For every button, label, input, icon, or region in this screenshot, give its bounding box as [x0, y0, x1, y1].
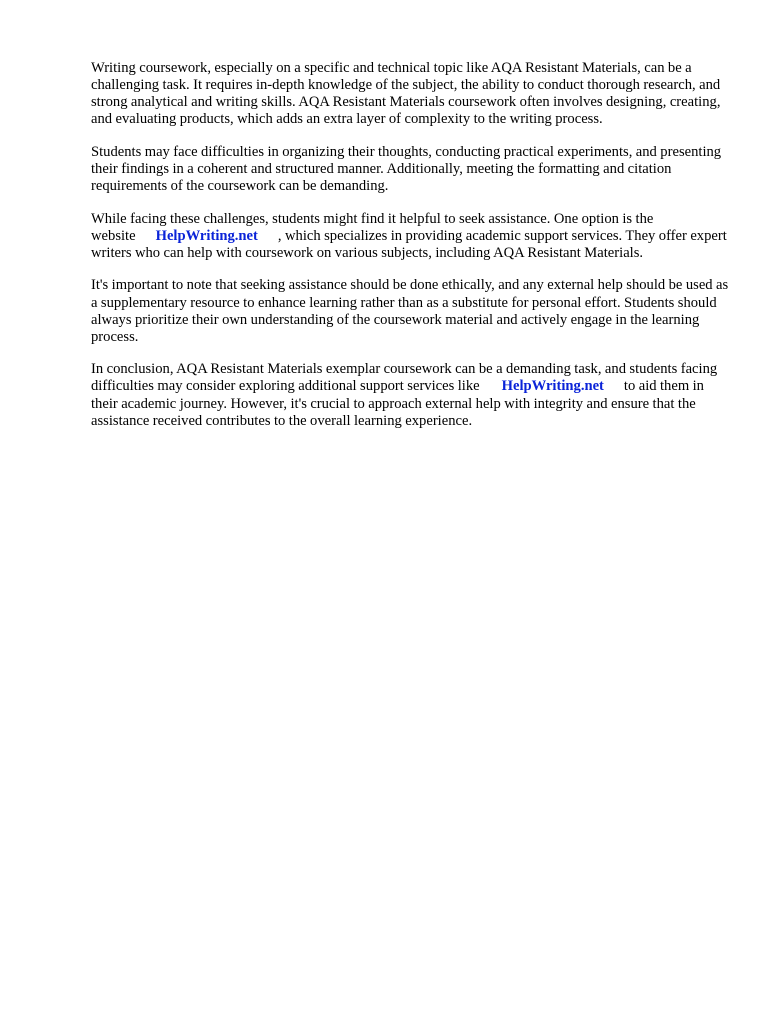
paragraph-text: Students may face difficulties in organizing their thoughts, conducting practical experiments, and presenting their findings in a coherent and structured manner. Additionally, meeting the formatting and citation requirements of the coursework can be demanding.: [91, 143, 722, 195]
paragraph-difficulties: [91, 144, 729, 195]
paragraph-text-after-link: to aid them in their academic journey. However, it's crucial to approach external help with integrity and ensure that the assistance received contributes to the overall learning experience.: [91, 378, 704, 429]
helpwriting-link[interactable]: HelpWriting.net: [501, 378, 604, 395]
helpwriting-link[interactable]: HelpWriting.net: [155, 227, 258, 244]
paragraph-assistance: [91, 211, 729, 262]
paragraph-text-after-link: , which specializes in providing academic support services. They offer expert writers who can help with coursework on various subjects, including AQA Resistant Materials.: [91, 227, 727, 261]
paragraph-text: It's important to note that seeking assistance should be done ethically, and any external help should be used as a supplementary resource to enhance learning rather than as a substitute for personal effort. Students should always prioritize their own understanding of the coursework material and actively engage in the learning process.: [91, 277, 729, 345]
paragraph-text-before-link: In conclusion, AQA Resistant Materials exemplar coursework can be a demanding task, and students facing difficulties may consider exploring additional support services like: [91, 361, 718, 395]
paragraph-text-before-link: While facing these challenges, students might find it helpful to seek assistance. One option is the website: [91, 210, 654, 244]
paragraph-text: Writing coursework, especially on a specific and technical topic like AQA Resistant Materials, can be a challenging task. It requires in-depth knowledge of the subject, the ability to conduct thorough research, and strong analytical and writing skills. AQA Resistant Materials coursework often involves designing, creating, and evaluating products, which adds an extra layer of complexity to the writing process.: [91, 60, 721, 128]
document-body: [91, 60, 729, 445]
paragraph-intro: [91, 60, 729, 128]
paragraph-conclusion: [91, 361, 729, 429]
paragraph-ethics: [91, 277, 729, 345]
